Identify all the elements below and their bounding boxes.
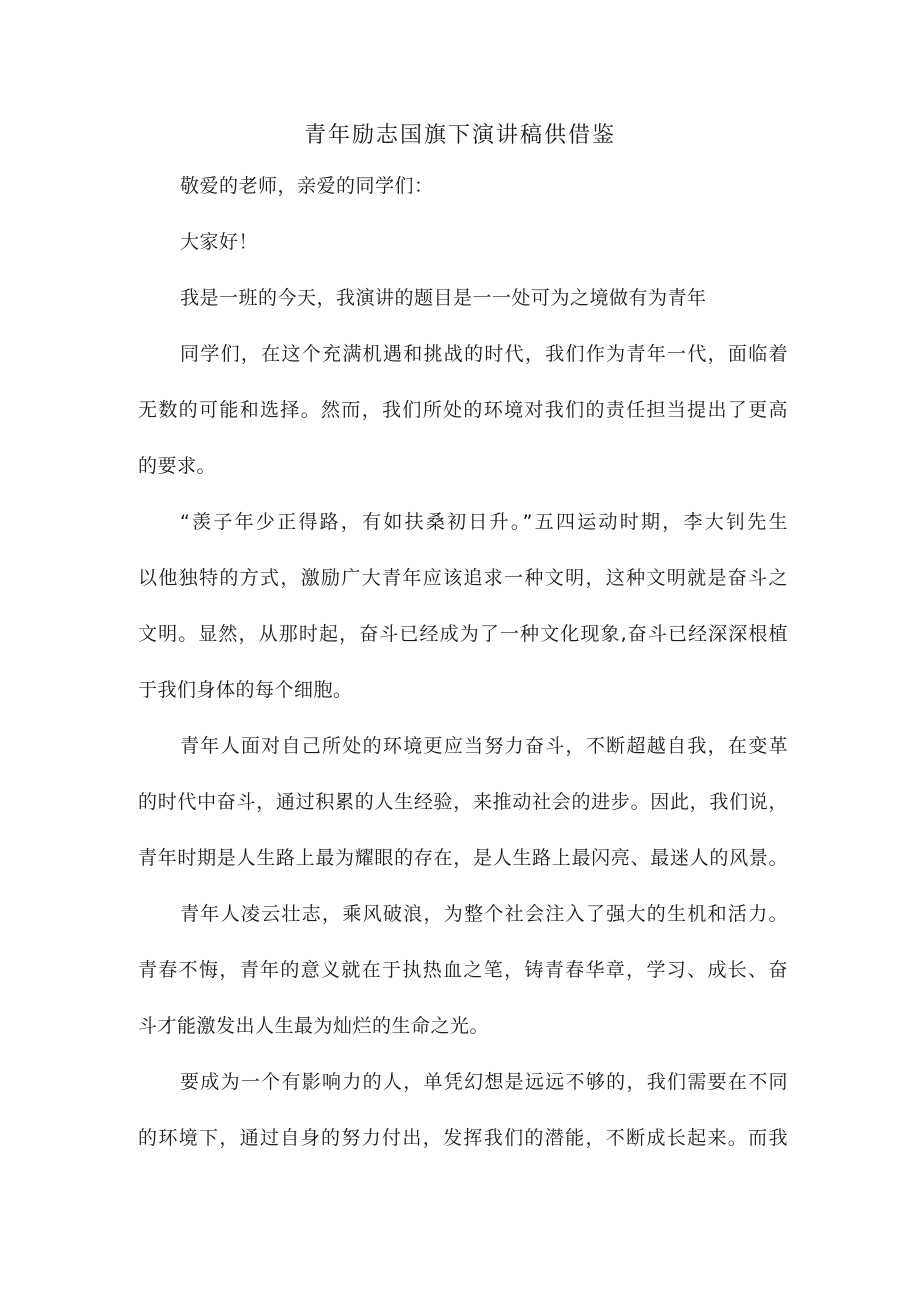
- paragraph-5-line-1: 要成为一个有影响力的人，单凭幻想是远远不够的，我们需要在不同: [180, 1071, 788, 1093]
- salutation-line: 敬爱的老师，亲爱的同学们：: [180, 175, 434, 197]
- topic-line: 我是一班的今天，我演讲的题目是一一处可为之境做有为青年: [180, 287, 707, 309]
- paragraph-1-line-3: 的要求。: [138, 455, 217, 477]
- paragraph-5-line-2: 的环境下，通过自身的努力付出，发挥我们的潜能，不断成长起来。而我: [138, 1127, 788, 1149]
- paragraph-4-line-2: 青春不悔，青年的意义就在于执热血之笔，铸青春华章，学习、成长、奋: [138, 959, 788, 981]
- paragraph-2-line-1: “羡子年少正得路，有如扶桑初日升。”五四运动时期，李大钊先生: [180, 511, 788, 533]
- paragraph-4-line-3: 斗才能激发出人生最为灿烂的生命之光。: [138, 1015, 490, 1037]
- paragraph-2-line-4: 于我们身体的每个细胞。: [138, 679, 353, 701]
- paragraph-1-line-2: 无数的可能和选择。然而，我们所处的环境对我们的责任担当提出了更高: [138, 399, 788, 421]
- paragraph-4-line-1: 青年人凌云壮志，乘风破浪，为整个社会注入了强大的生机和活力。: [180, 903, 788, 925]
- greeting-line: 大家好！: [180, 231, 259, 253]
- document-title: 青年励志国旗下演讲稿供借鉴: [303, 123, 616, 148]
- paragraph-3-line-1: 青年人面对自己所处的环境更应当努力奋斗，不断超越自我，在变革: [180, 735, 788, 757]
- paragraph-3-line-3: 青年时期是人生路上最为耀眼的存在，是人生路上最闪亮、最迷人的风景。: [138, 847, 788, 869]
- document-body: [138, 168, 788, 1156]
- paragraph-2-line-3: 文明。显然，从那时起，奋斗已经成为了一种文化现象,奋斗已经深深根植: [138, 623, 788, 645]
- paragraph-3-line-2: 的时代中奋斗，通过积累的人生经验，来推动社会的进步。因此，我们说，: [138, 791, 788, 813]
- paragraph-2-line-2: 以他独特的方式，激励广大青年应该追求一种文明，这种文明就是奋斗之: [138, 567, 788, 589]
- paragraph-1-line-1: 同学们，在这个充满机遇和挑战的时代，我们作为青年一代，面临着: [180, 343, 788, 365]
